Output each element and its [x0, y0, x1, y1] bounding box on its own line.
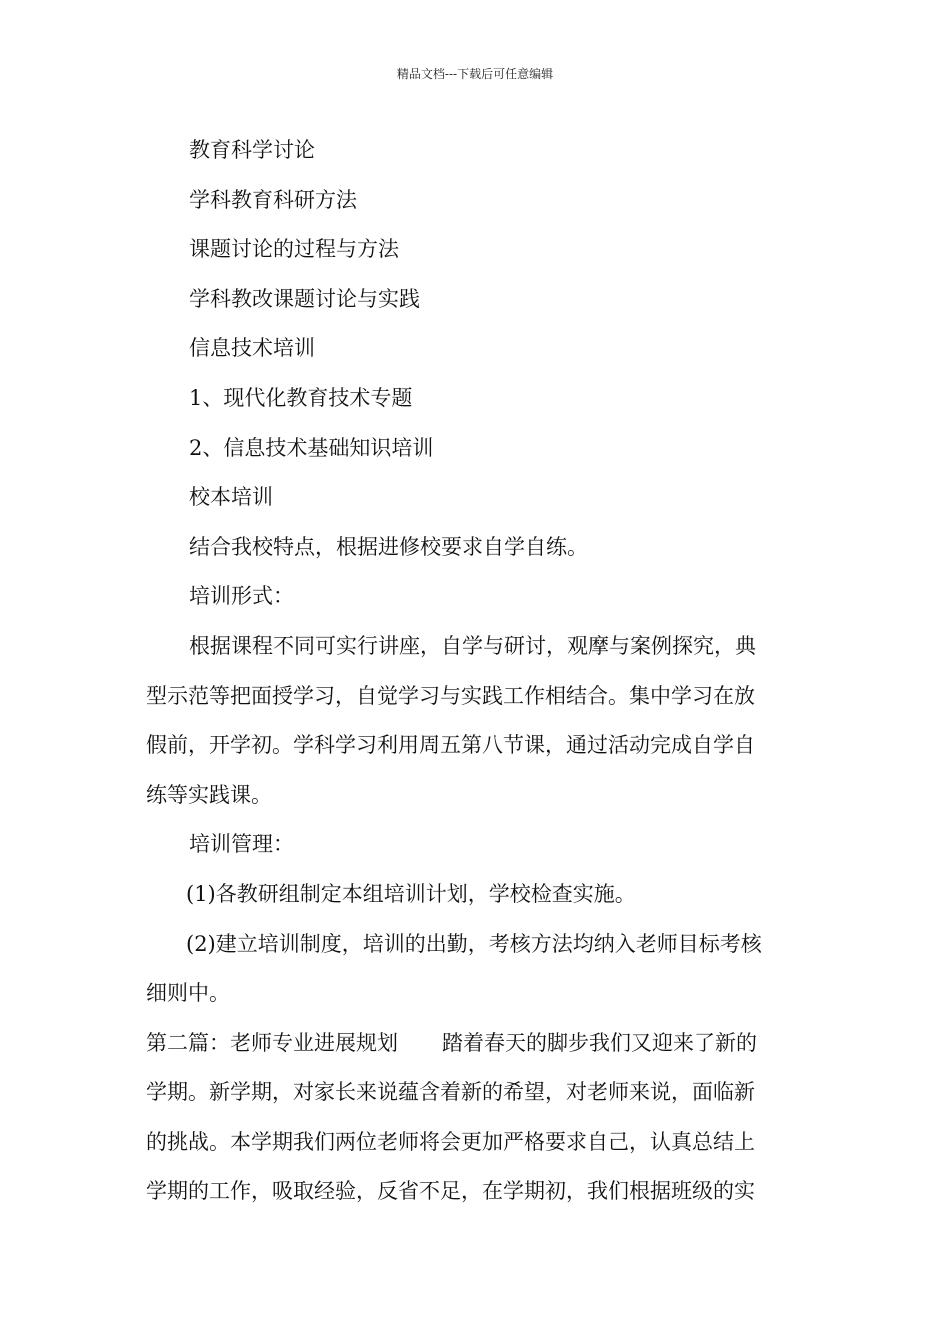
text-line: 结合我校特点，根据进修校要求自学自练。 — [189, 534, 588, 559]
paragraph-line — [146, 1019, 806, 1069]
article-title: 第二篇：老师专业进展规划 — [146, 1030, 398, 1055]
text-line: 课题讨论的过程与方法 — [189, 237, 399, 262]
list-item: (2)建立培训制度，培训的出勤，考核方法均纳入老师目标考核 — [186, 931, 762, 956]
list-item: 1、现代化教育技术专题 — [189, 385, 413, 410]
document-body — [146, 126, 806, 1217]
paragraph-line: 的挑战。本学期我们两位老师将会更加严格要求自己，认真总结上 — [146, 1129, 755, 1154]
paragraph-line: 型示范等把面授学习，自觉学习与实践工作相结合。集中学习在放 — [146, 683, 755, 708]
list-item: (1)各教研组制定本组培训计划，学校检查实施。 — [186, 881, 636, 906]
section-heading: 培训形式： — [189, 584, 294, 609]
paragraph-line: 细则中。 — [146, 981, 230, 1006]
paragraph-text: 踏着春天的脚步我们又迎来了新的 — [442, 1030, 757, 1055]
paragraph-line: 假前，开学初。学科学习利用周五第八节课，通过活动完成自学自 — [146, 733, 755, 758]
paragraph-line: 学期。新学期，对家长来说蕴含着新的希望，对老师来说，面临新 — [146, 1080, 755, 1105]
paragraph-line: 学期的工作，吸取经验，反省不足，在学期初，我们根据班级的实 — [146, 1179, 755, 1204]
paragraph-line: 练等实践课。 — [146, 782, 272, 807]
text-line: 学科教育科研方法 — [189, 187, 357, 212]
page-header: 精品文档---下载后可任意编辑 — [396, 67, 554, 81]
section-heading: 信息技术培训 — [189, 336, 315, 361]
text-line: 教育科学讨论 — [189, 138, 315, 162]
list-item: 2、信息技术基础知识培训 — [189, 435, 434, 460]
section-heading: 校本培训 — [189, 485, 273, 510]
section-heading: 培训管理： — [189, 832, 294, 857]
paragraph-line: 根据课程不同可实行讲座，自学与研讨，观摩与案例探究，典 — [189, 633, 756, 658]
text-line: 学科教改课题讨论与实践 — [189, 286, 420, 311]
